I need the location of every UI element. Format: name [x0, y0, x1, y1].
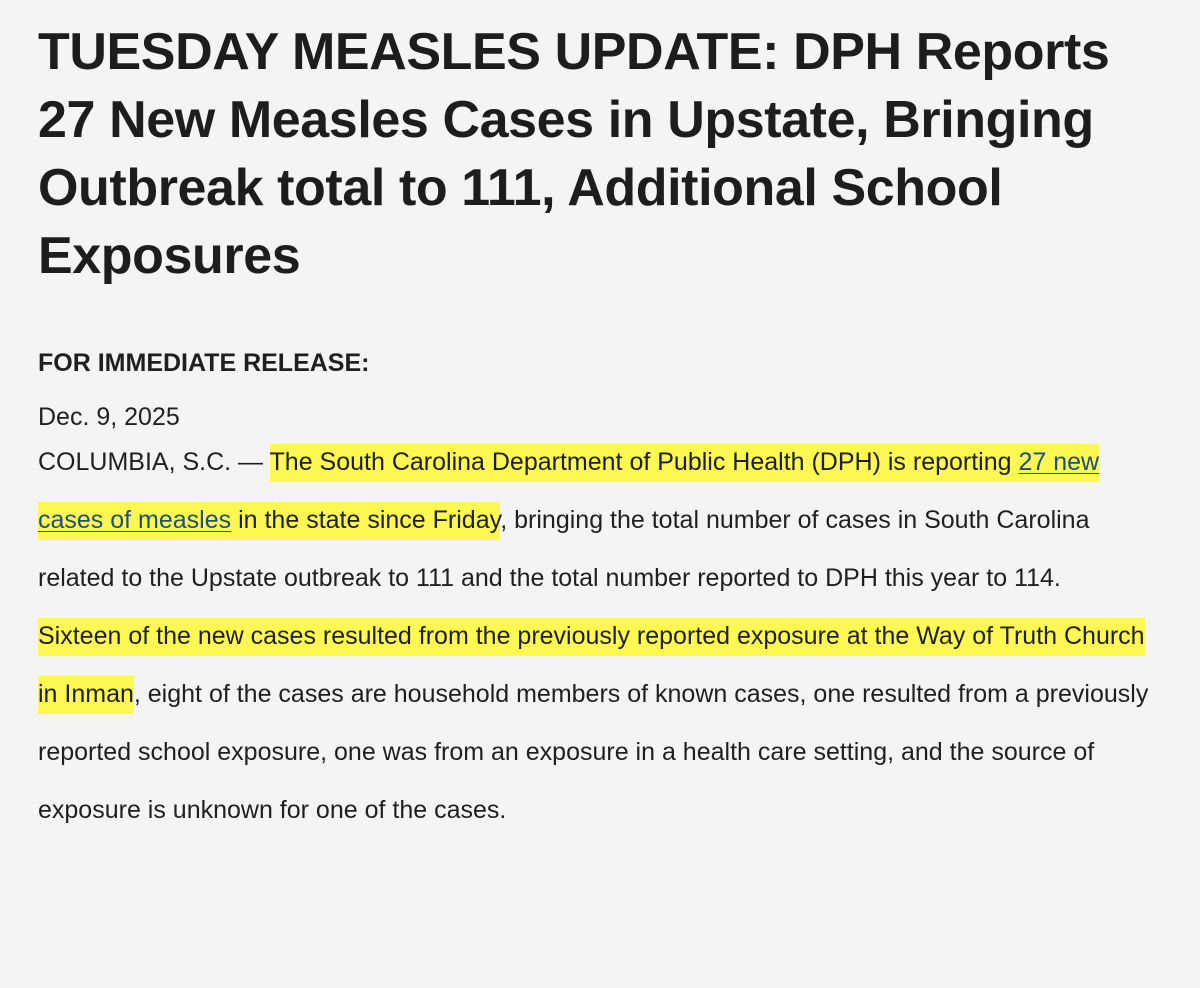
measles-cases-link[interactable]: 27 new cases of measles	[38, 448, 1100, 534]
release-date: Dec. 9, 2025	[38, 403, 180, 431]
paragraph-1-rest: , bringing the total number of cases in South Carolina related to the Upstate outbreak to 111 and the total number reported to DPH this year to 114.	[38, 506, 1090, 592]
paragraph-1	[38, 433, 1163, 607]
paragraph-2-rest: , eight of the cases are household members of known cases, one resulted from a previously reported school exposure, one was from an exposure in a health care setting, and the source of exposure is unknown for one of the cases.	[38, 680, 1149, 824]
dateline: COLUMBIA, S.C. —	[38, 448, 270, 476]
highlight-text-b: in the state since Friday	[231, 506, 501, 534]
headline: TUESDAY MEASLES UPDATE: DPH Reports 27 New Measles Cases in Upstate, Bringing Outbreak total to 111, Additional School Exposures	[38, 23, 1110, 285]
release-label: FOR IMMEDIATE RELEASE:	[38, 349, 370, 377]
highlighted-text: Sixteen of the new cases resulted from the previously reported exposure at the Way of Truth Church in Inman	[38, 618, 1145, 714]
paragraph-2	[38, 607, 1163, 839]
highlight-text-a: The South Carolina Department of Public Health (DPH) is reporting	[269, 448, 1019, 476]
